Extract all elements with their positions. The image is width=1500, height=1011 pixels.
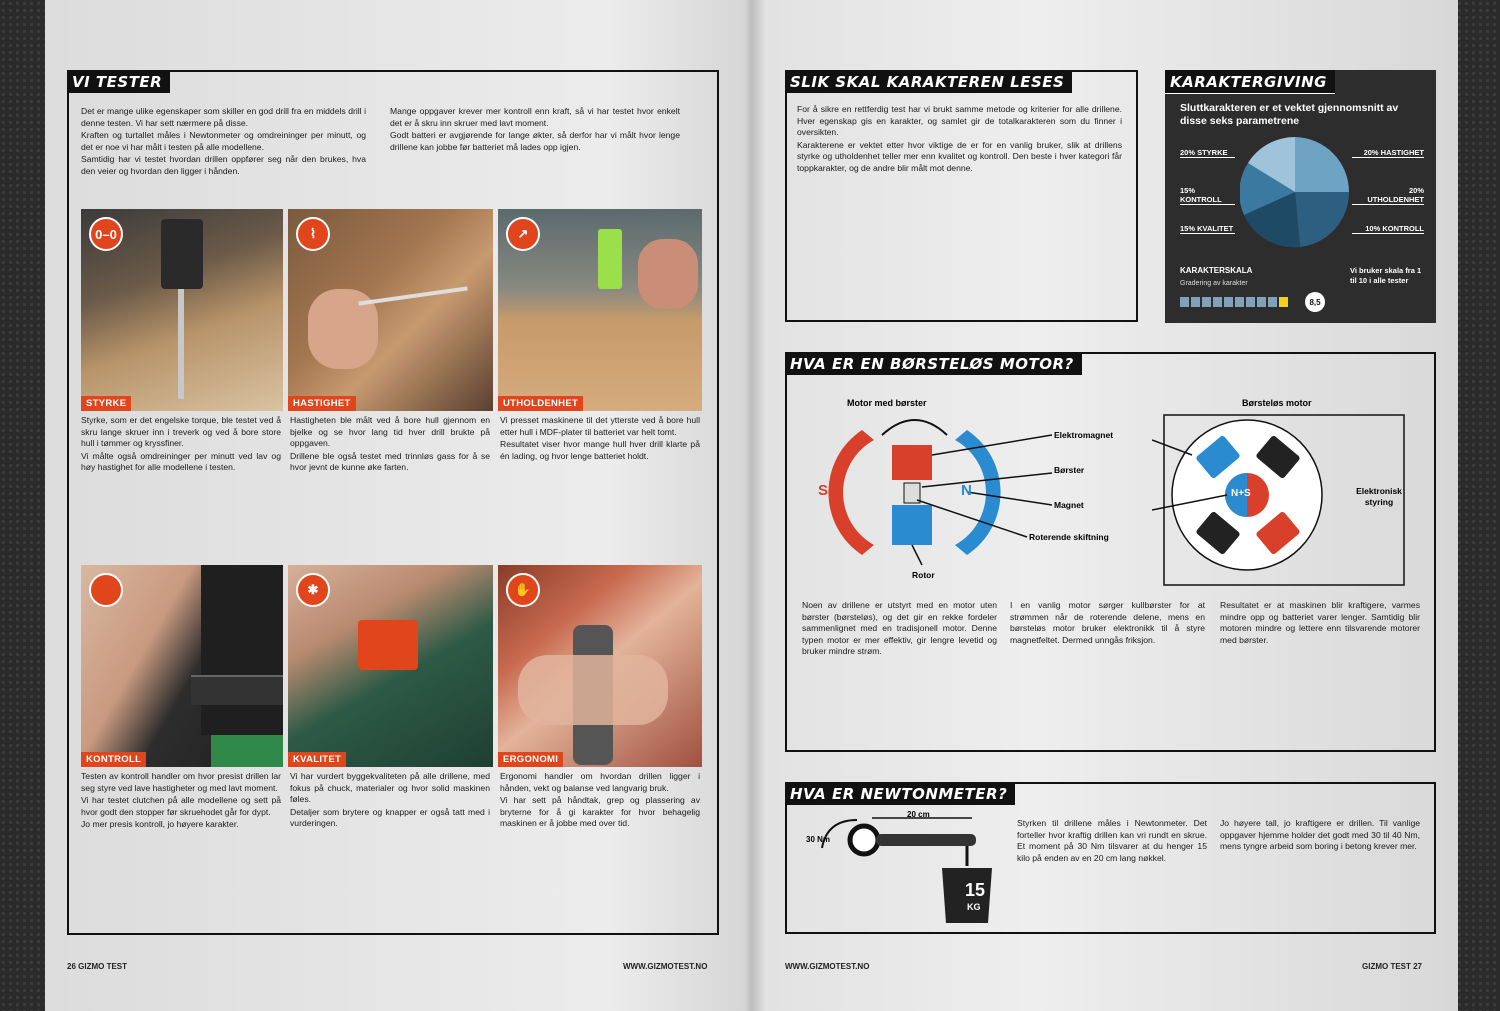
rotor-outline [882, 420, 947, 435]
scale-step [1180, 297, 1189, 307]
left-page [45, 0, 751, 1011]
motor-text-col2: I en vanlig motor sørger kullbørster for at strømmen når de roterende delene, mens en børsteløs motor bruker elektronikk til å styre magnetfeltet. Dermed unngås friksjon. [1010, 600, 1205, 645]
label-elektromagnet: Elektromagnet [1054, 430, 1114, 440]
scale-step [1268, 297, 1277, 307]
body-paragraph: Karakterene er vektet etter hvor viktige de er for en vanlig bruker, slik at drillens styrke og utholdenhet teller mer enn kvalitet og kontroll. Den beste i hver kategori får toppkarakter, og de andre blir målt mot denne. [797, 139, 1122, 173]
body-paragraph: Ergonomi handler om hvordan drillen ligger i hånden, vekt og balanse ved langvarig bruk. [500, 771, 700, 793]
pie-label: 20% HASTIGHET [1352, 148, 1424, 158]
wrench-diagram [802, 808, 992, 926]
pointer-line [967, 492, 1052, 505]
body-paragraph: Vi presset maskinene til det ytterste ved å bore hull etter hull i MDF-plater til batteriet var helt tomt. [500, 415, 700, 437]
body-paragraph: Jo mer presis kontroll, jo høyere karakter. [81, 819, 239, 830]
body-paragraph: For å sikre en rettferdig test har vi brukt samme metode og kriterier for alle drillene. Hver egenskap gis en karakter, og samlet gir de totalkarakteren som du finner i oversikten. [797, 104, 1122, 138]
drill-body-shape [201, 565, 283, 735]
section-tag-reading: SLIK SKAL KARAKTEREN LESES [785, 70, 1072, 93]
magazine-spread [45, 0, 1458, 1011]
body-paragraph: Vi målte også omdreininger per minutt ved lav og høy hastighet for alle modellene i testen. [81, 450, 281, 473]
pie-slice [1295, 192, 1349, 247]
photo-hastighet [288, 209, 493, 411]
wrench-length-label: 20 cm [907, 810, 930, 819]
pie-label: 20% STYRKE [1180, 148, 1235, 158]
web-address-right: WWW.GIZMOTEST.NO [785, 962, 870, 971]
section-tag-vi-tester: VI TESTER [67, 70, 170, 93]
body-paragraph: Hastigheten ble målt ved å bore hull gjennom en bjelke og se hvor lang tid hver drill brukte på oppgaven. [290, 415, 490, 449]
intro-paragraph: Mange oppgaver krever mer kontroll enn kraft, så vi har testet hvor enkelt det er å skru inn skruer med lavt moment. [390, 106, 680, 128]
drill-body-shape [598, 229, 622, 289]
label-styring: Elektronisk styring [1356, 486, 1402, 507]
body-paragraph: Vi har vurdert byggekvaliteten på alle drillene, med fokus på chuck, materialer og hvor solid maskinen føles. [290, 771, 490, 805]
intro-column-1 [81, 106, 366, 196]
label-roterende: Roterende skiftning [1029, 532, 1109, 542]
styrke-text [81, 415, 281, 545]
photo-label: UTHOLDENHET [498, 396, 583, 411]
photo-label: HASTIGHET [288, 396, 356, 411]
weight-unit: KG [967, 902, 981, 912]
pie-label: 15% KVALITET [1180, 224, 1234, 233]
body-paragraph: Drillene ble også testet med trinnløs gass for å se hvor jevnt de kunne øke farten. [290, 450, 490, 473]
diagram-title-brushless: Børsteløs motor [1242, 398, 1312, 408]
s-magnet-arc [828, 430, 874, 555]
kontroll-text [81, 771, 281, 911]
utholdenhet-text [500, 415, 700, 545]
photo-ergonomi [498, 565, 702, 767]
scale-subtitle: Gradering av karakter [1180, 280, 1248, 287]
pointer-line [1152, 440, 1192, 455]
coil-bottom [892, 505, 932, 545]
body-paragraph: Vi har testet clutchen på alle modellene og sett på hvor godt den stopper før skruehodet går for dypt. [81, 795, 281, 817]
switch-shape [358, 620, 418, 670]
styrke-icon: 0–0 [89, 217, 123, 251]
drill-grip-shape [211, 735, 283, 767]
photo-kvalitet [288, 565, 493, 767]
diagram-title-brushed: Motor med børster [847, 398, 927, 408]
wrench-handle [876, 834, 976, 846]
scale-step [1235, 297, 1244, 307]
photo-label: KVALITET [288, 752, 346, 767]
pie-label: 10% KONTROLL [1352, 224, 1424, 234]
clutch-ring-shape [191, 675, 283, 705]
scale-step-highlight [1279, 297, 1288, 307]
pointer-line [932, 435, 1052, 455]
drill-bit-shape [358, 286, 467, 305]
newton-text-col1: Styrken til drillene måles i Newtonmeter. Det forteller hvor kraftig drillen kan vri rundt en skrue. Et moment på 30 Nm tilsvarer at du henger 15 kilo på enden av en 20 cm lang nøkkel. [1017, 818, 1207, 863]
intro-paragraph: Kraften og turtallet måles i Newtonmeter og omdreininger per minutt, og det er noe vi har målt i testen på alle modellene. [81, 130, 366, 152]
body-paragraph: Detaljer som brytere og knapper er også tatt med i vurderingen. [290, 806, 490, 829]
scale-bar [1180, 297, 1288, 307]
body-paragraph: Styrke, som er det engelske torque, ble testet ved å skru lange skruer inn i treverk og ved å bore store hull i tømmer og kryssfiner. [81, 415, 281, 449]
brushed-motor-diagram [812, 395, 1152, 590]
score-circle: 8,5 [1305, 292, 1325, 312]
ergonomi-text [500, 771, 700, 911]
intro-column-2 [390, 106, 680, 196]
page-folio-right: GIZMO TEST 27 [1362, 962, 1423, 971]
kvalitet-text [290, 771, 490, 911]
kontroll-icon [89, 573, 123, 607]
scale-step [1224, 297, 1233, 307]
weight-value: 15 [965, 880, 986, 900]
pie-label: 15% KONTROLL [1180, 186, 1235, 205]
photo-label: ERGONOMI [498, 752, 563, 767]
scale-title: KARAKTERSKALA [1180, 266, 1253, 275]
hand-icon: ✋ [506, 573, 540, 607]
section-tag-motor: HVA ER EN BØRSTELØS MOTOR? [785, 352, 1082, 375]
page-folio-left: 26 GIZMO TEST [67, 962, 128, 971]
intro-paragraph: Godt batteri er avgjørende for lange økter, så derfor har vi målt hvor lenge drillene kan jobbe før batteriet må lades opp igjen. [390, 130, 680, 152]
wrench-torque-label: 30 Nm [806, 835, 831, 844]
reading-guide-text [797, 104, 1122, 309]
section-tag-newton: HVA ER NEWTONMETER? [785, 782, 1015, 805]
photo-styrke [81, 209, 283, 411]
scale-step [1246, 297, 1255, 307]
scale-step [1202, 297, 1211, 307]
intro-paragraph: Det er mange ulike egenskaper som skiller en god drill fra en middels drill i denne testen. Vi har sett nærmere på disse. [81, 106, 366, 128]
coil-top [892, 445, 932, 480]
scale-step [1191, 297, 1200, 307]
drill-chuck-shape [161, 219, 203, 289]
newton-text-col2: Jo høyere tall, jo kraftigere er drillen. Til vanlige oppgaver hjemme holder det godt med 30 til 40 Nm, mens tyngre arbeid som boring i betong krever mer. [1220, 818, 1420, 852]
scale-note: Vi bruker skala fra 1 til 10 i alle tester [1350, 266, 1422, 285]
photo-utholdenhet [498, 209, 702, 411]
photo-label: STYRKE [81, 396, 131, 411]
scale-step [1257, 297, 1266, 307]
photo-label: KONTROLL [81, 752, 146, 767]
motor-text-col3: Resultatet er at maskinen blir kraftigere, varmes mindre opp og batteriet varer lenger. Samtidig blir motoren mindre og lettere enn tilsvarende motorer med børster. [1220, 600, 1420, 645]
pie-slice [1295, 137, 1349, 192]
pie-label: 20% UTHOLDENHET [1352, 186, 1424, 205]
right-page [752, 0, 1458, 1011]
speed-gauge-icon: ⌇ [296, 217, 330, 251]
photo-kontroll [81, 565, 283, 767]
section-tag-grading: KARAKTERGIVING [1165, 70, 1335, 94]
label-rotor: Rotor [912, 570, 935, 580]
hastighet-text [290, 415, 490, 545]
body-paragraph: Resultatet viser hvor mange hull hver drill klarte på én lading, og hvor lenge batteriet holdt. [500, 439, 700, 461]
grading-caption: Sluttkarakteren er et vektet gjennomsnitt av disse seks parametrene [1180, 102, 1399, 127]
intro-paragraph: Samtidig har vi testet hvordan drillen oppfører seg når den brukes, hva den veier og hvordan den ligger i hånden. [81, 154, 366, 176]
body-paragraph: Vi har sett på håndtak, grep og plassering av bryterne for å gi karakter for hvor behagelig maskinen er å jobbe med over tid. [500, 795, 700, 829]
wrench-head [850, 826, 878, 854]
hand-shape [518, 655, 668, 725]
body-paragraph: Testen av kontroll handler om hvor presist drillen lar seg styre ved lave hastigheter og med lavt moment. [81, 771, 281, 793]
rotor-center-label: N+S [1231, 488, 1251, 499]
endurance-icon: ↗ [506, 217, 540, 251]
pointer-line [912, 545, 922, 565]
web-address-left: WWW.GIZMOTEST.NO [623, 962, 708, 971]
scale-step [1213, 297, 1222, 307]
grading-pie-chart [1240, 135, 1350, 250]
magnet-n-label: N [961, 482, 972, 499]
motor-text-col1: Noen av drillene er utstyrt med en motor uten børster (børsteløs), og det gir en rekke fordeler sammenlignet med en tradisjonell motor. Denne typen motor er mer effektiv, gir lengre levetid og bruker mindre strøm. [802, 600, 997, 657]
cog-icon: ✱ [296, 573, 330, 607]
magnet-s-label: S [818, 482, 829, 499]
hand-shape [638, 239, 698, 309]
label-magnet: Magnet [1054, 500, 1084, 510]
label-borster: Børster [1054, 465, 1085, 475]
drill-bit-shape [178, 289, 184, 399]
